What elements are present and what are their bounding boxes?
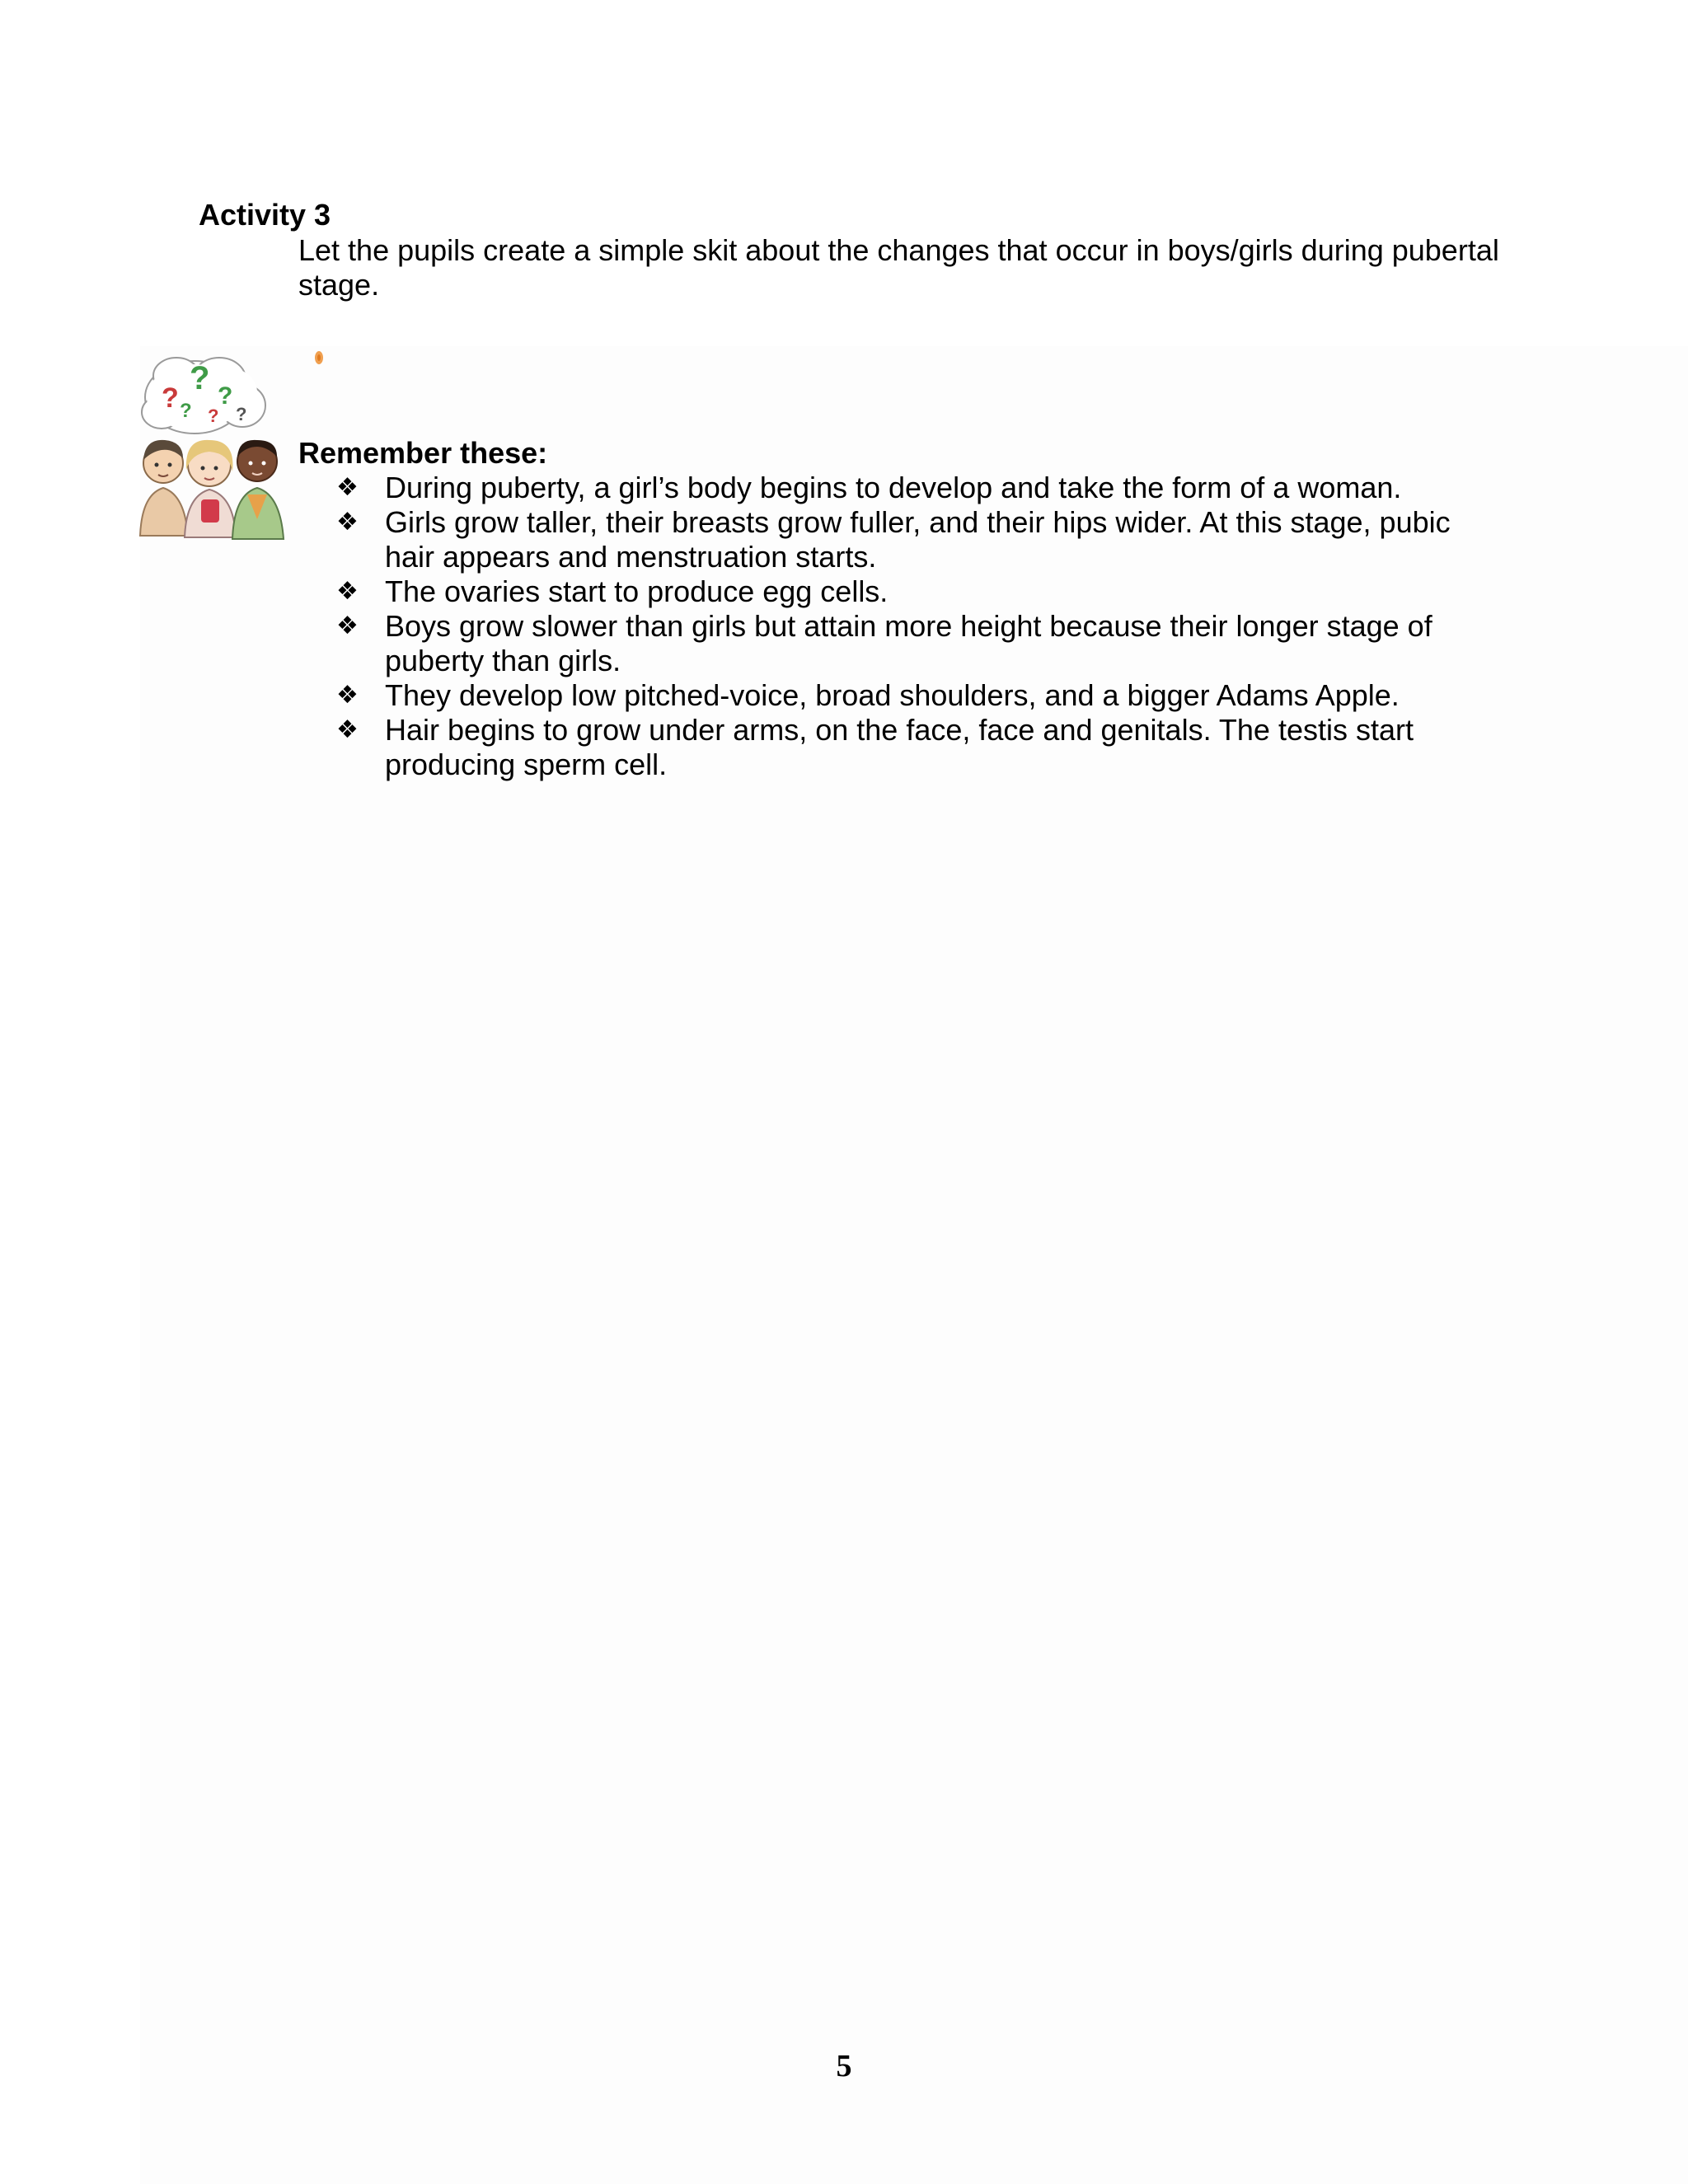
list-item-text: During puberty, a girl’s body begins to develop and take the form of a woman.: [385, 471, 1402, 504]
orange-dot-icon: [313, 349, 325, 366]
list-item: [336, 609, 1507, 678]
bullet-diamond-icon: ❖: [336, 577, 359, 606]
list-item: [336, 678, 1507, 713]
bullet-diamond-icon: ❖: [336, 681, 359, 710]
thinking-children-icon: [137, 346, 285, 544]
list-item-text: The ovaries start to produce egg cells.: [385, 574, 889, 608]
list-item: [336, 505, 1507, 574]
activity-heading: Activity 3: [199, 198, 331, 232]
list-item: [336, 574, 1507, 609]
list-item-text: They develop low pitched-voice, broad shoulders, and a bigger Adams Apple.: [385, 678, 1400, 712]
list-item-text: Hair begins to grow under arms, on the face, face and genitals. The testis start producing sperm cell.: [385, 713, 1414, 781]
svg-text:?: ?: [190, 360, 210, 396]
svg-text:?: ?: [236, 404, 247, 424]
remember-list: [336, 471, 1507, 782]
bullet-diamond-icon: ❖: [336, 715, 359, 744]
list-item-text: Boys grow slower than girls but attain more height because their longer stage of puberty than girls.: [385, 609, 1432, 677]
bullet-diamond-icon: ❖: [336, 508, 359, 537]
list-item-text: Girls grow taller, their breasts grow fuller, and their hips wider. At this stage, pubic hair appears and menstruation starts.: [385, 505, 1451, 574]
list-item: [336, 471, 1507, 505]
bullet-diamond-icon: ❖: [336, 473, 359, 502]
bullet-diamond-icon: ❖: [336, 612, 359, 640]
list-item: [336, 713, 1507, 782]
svg-text:?: ?: [208, 405, 219, 426]
page-number: 5: [836, 2049, 852, 2083]
activity-instruction: Let the pupils create a simple skit about the changes that occur in boys/girls during pubertal stage.: [298, 233, 1499, 302]
remember-heading: Remember these:: [298, 436, 548, 470]
svg-text:?: ?: [218, 382, 233, 410]
svg-text:?: ?: [180, 400, 192, 422]
svg-text:?: ?: [162, 382, 179, 414]
